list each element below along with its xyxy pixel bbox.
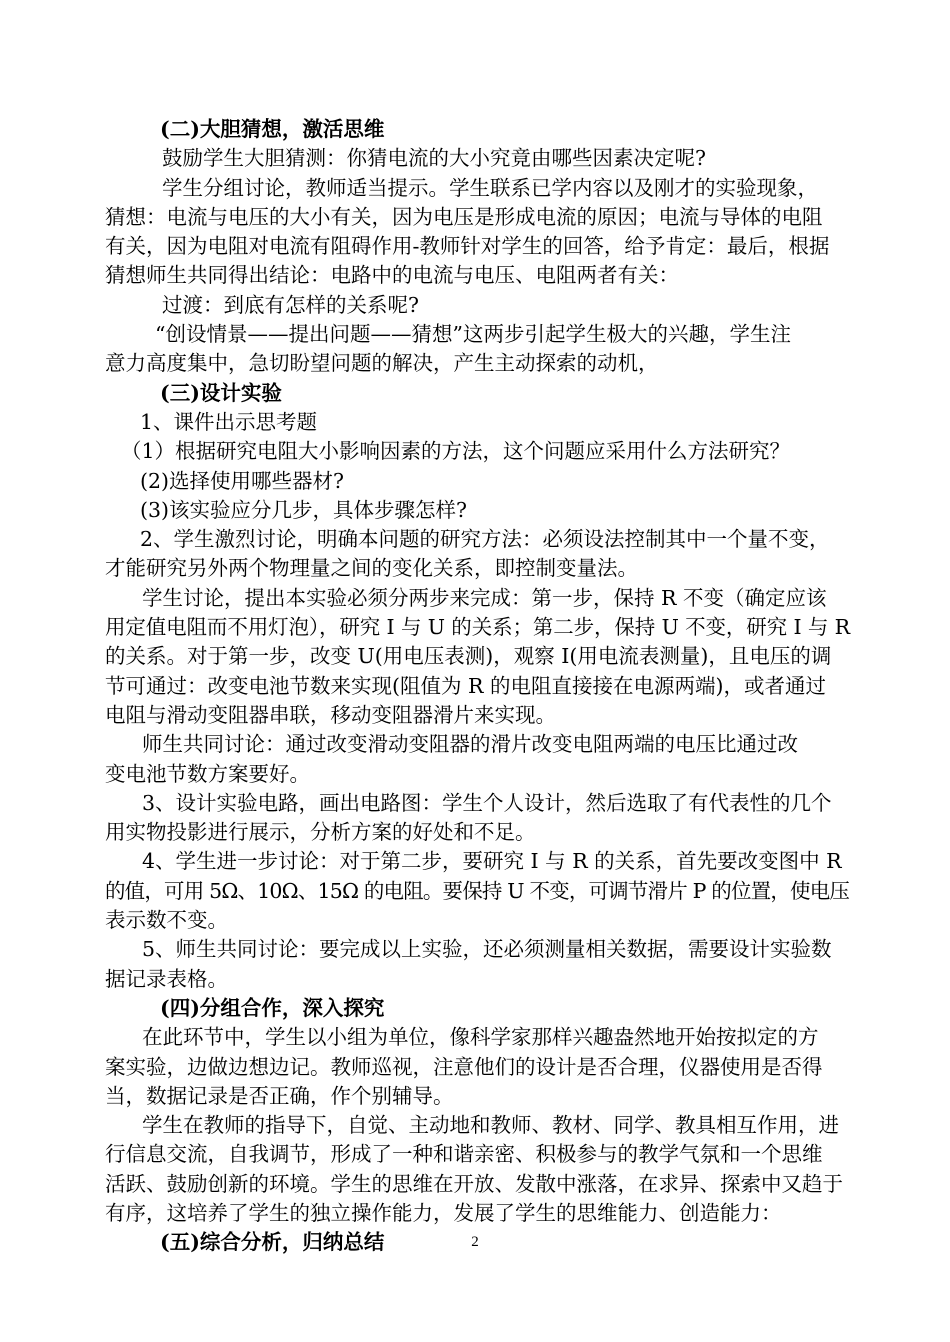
text-line: 才能研究另外两个物理量之间的变化关系，即控制变量法。 bbox=[105, 556, 638, 581]
text-line: （1）根据研究电阻大小影响因素的方法，这个问题应采用什么方法研究？ bbox=[121, 439, 791, 464]
text-line: 活跃、鼓励创新的环境。学生的思维在开放、发散中涨落，在求异、探索中又趋于 bbox=[105, 1171, 843, 1196]
text-line: 猜想师生共同得出结论：电路中的电流与电压、电阻两者有关： bbox=[105, 263, 679, 288]
text-line: 电阻与滑动变阻器串联，移动变阻器滑片来实现。 bbox=[105, 702, 556, 727]
text-line: 5、师生共同讨论：要完成以上实验，还必须测量相关数据，需要设计实验数 bbox=[142, 937, 832, 962]
text-line: 用定值电阻而不用灯泡），研究 I 与 U 的关系；第二步，保持 U 不变，研究 I 与 R bbox=[105, 615, 850, 640]
text-line: 师生共同讨论：通过改变滑动变阻器的滑片改变电阻两端的电压比通过改 bbox=[142, 732, 798, 757]
text-line: 学生讨论，提出本实验必须分两步来完成：第一步，保持 R 不变（确定应该 bbox=[142, 585, 827, 610]
text-line: 节可通过：改变电池节数来实现(阻值为 R 的电阻直接接在电源两端)，或者通过 bbox=[105, 673, 826, 698]
text-line: 当，数据记录是否正确，作个别辅导。 bbox=[105, 1083, 454, 1108]
text-line: 过渡：到底有怎样的关系呢? bbox=[162, 292, 419, 317]
text-line: 用实物投影进行展示，分析方案的好处和不足。 bbox=[105, 820, 536, 845]
text-line: 3、设计实验电路，画出电路图：学生个人设计，然后选取了有代表性的几个 bbox=[142, 790, 832, 815]
text-line: 2、学生激烈讨论，明确本问题的研究方法：必须设法控制其中一个量不变， bbox=[140, 527, 830, 552]
page-number: 2 bbox=[471, 1234, 479, 1250]
text-line: 学生分组讨论，教师适当提示。学生联系已学内容以及刚才的实验现象， bbox=[162, 175, 818, 200]
section-heading: (四)分组合作，深入探究 bbox=[160, 995, 385, 1020]
text-line: 1、课件出示思考题 bbox=[140, 409, 318, 434]
text-line: 的值，可用 5Ω、10Ω、15Ω 的电阻。要保持 U 不变，可调节滑片 P 的位置，使电压 bbox=[105, 878, 850, 903]
text-line: 意力高度集中，急切盼望问题的解决，产生主动探索的动机， bbox=[105, 351, 659, 376]
text-line: 有序，这培养了学生的独立操作能力，发展了学生的思维能力、创造能力： bbox=[105, 1200, 782, 1225]
text-line: (3)该实验应分几步，具体步骤怎样? bbox=[140, 497, 468, 522]
text-line: 有关，因为电阻对电流有阻碍作用-教师针对学生的回答，给予肯定：最后，根据 bbox=[105, 234, 830, 259]
text-line: 据记录表格。 bbox=[105, 966, 228, 991]
text-line: “创设情景——提出问题——猜想”这两步引起学生极大的兴趣，学生注 bbox=[155, 322, 791, 347]
text-line: 案实验，边做边想边记。教师巡视，注意他们的设计是否合理，仪器使用是否得 bbox=[105, 1054, 823, 1079]
text-line: 鼓励学生大胆猜测：你猜电流的大小究竟由哪些因素决定呢? bbox=[162, 146, 706, 171]
text-line: 4、学生进一步讨论：对于第二步，要研究 I 与 R 的关系，首先要改变图中 R bbox=[142, 849, 842, 874]
text-line: 表示数不变。 bbox=[105, 908, 228, 933]
text-line: 猜想：电流与电压的大小有关，因为电压是形成电流的原因；电流与导体的电阻 bbox=[105, 204, 823, 229]
text-line: 学生在教师的指导下，自觉、主动地和教师、教材、同学、教具相互作用，进 bbox=[142, 1113, 839, 1138]
text-line: 的关系。对于第一步，改变 U(用电压表测)，观察 I(用电流表测量)，且电压的调 bbox=[105, 644, 832, 669]
text-line: 变电池节数方案要好。 bbox=[105, 761, 310, 786]
text-line: 在此环节中，学生以小组为单位，像科学家那样兴趣盎然地开始按拟定的方 bbox=[142, 1025, 819, 1050]
section-heading: (五)综合分析，归纳总结 bbox=[160, 1230, 385, 1255]
section-heading: (三)设计实验 bbox=[160, 380, 282, 405]
body-text bbox=[105, 115, 850, 1258]
section-heading: (二)大胆猜想，激活思维 bbox=[160, 117, 385, 141]
text-line: 行信息交流，自我调节，形成了一种和谐亲密、积极参与的教学气氛和一个思维 bbox=[105, 1142, 823, 1167]
text-line: (2)选择使用哪些器材? bbox=[140, 468, 345, 493]
